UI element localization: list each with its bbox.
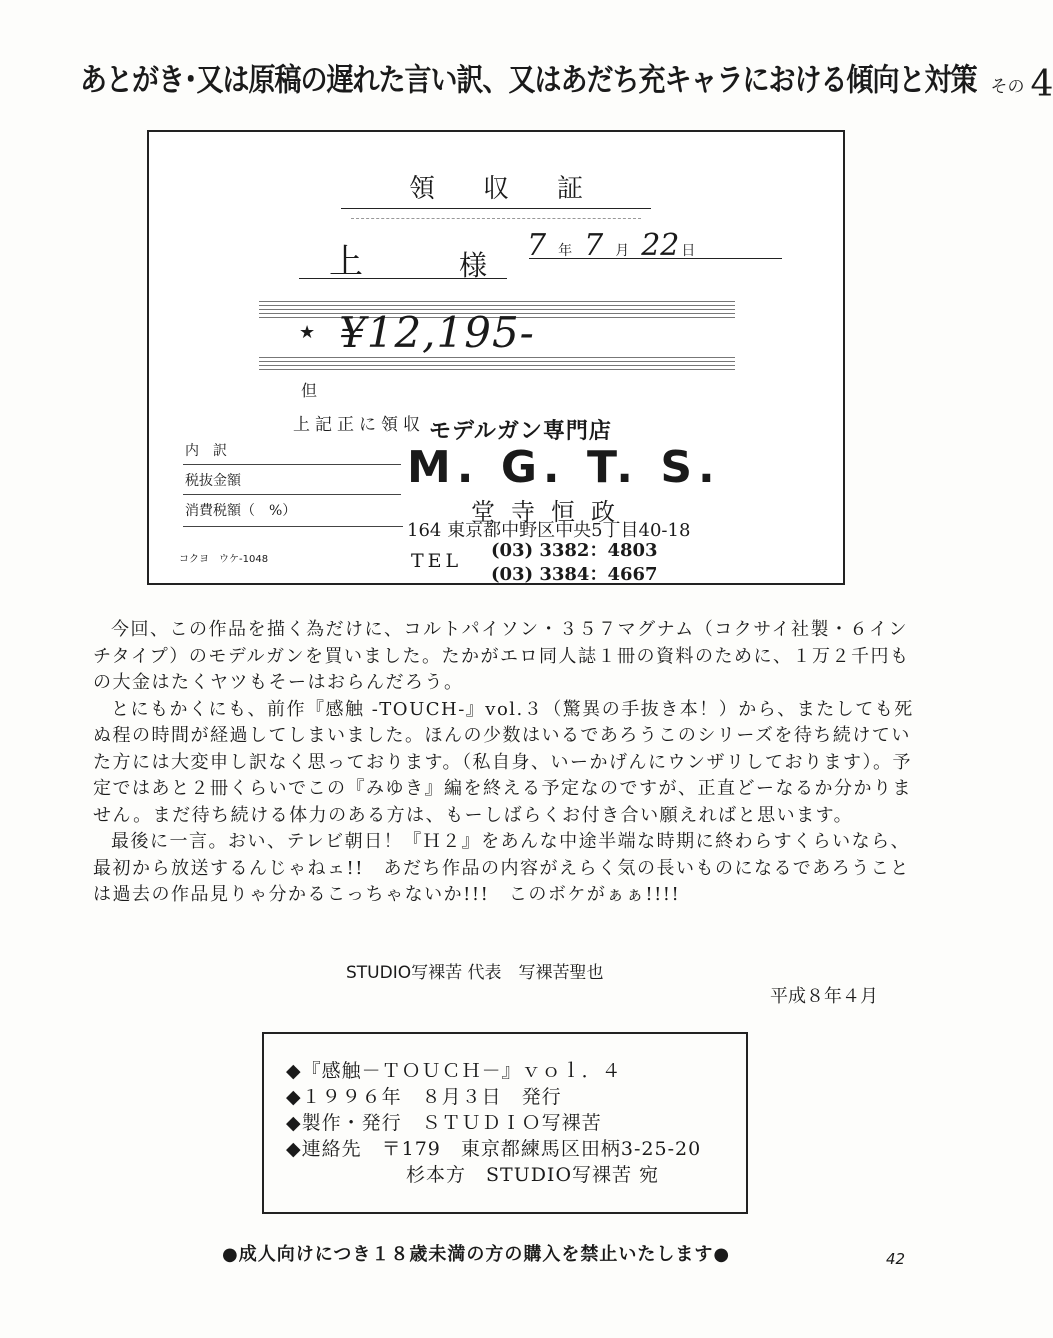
afterword-body: [93, 617, 927, 909]
receipt-addressee: 上: [329, 242, 363, 282]
colophon-line: ◆製作・発行 ＳＴＵＤＩＯ写裸苦: [286, 1112, 602, 1134]
title-number: 4: [1030, 64, 1053, 105]
divider: [183, 494, 401, 495]
receipt-heading: 領収証: [408, 174, 631, 204]
consumption-tax-label: 消費税額（ %）: [185, 503, 297, 519]
star-icon: ★: [299, 322, 316, 343]
receipt-date-month: 7: [584, 228, 604, 263]
receipt-date-year-label: 年: [558, 243, 573, 259]
divider: [183, 464, 401, 465]
age-warning: ●成人向けにつき１８歳未満の方の購入を禁止いたします●: [222, 1244, 731, 1265]
receipt-phone-1: (03) 3382：4803: [491, 540, 658, 561]
divider: [341, 208, 651, 209]
colophon: [262, 1032, 748, 1214]
receipt: [147, 130, 845, 585]
colophon-line: ◆連絡先 〒179 東京都練馬区田柄3-25-20: [286, 1138, 702, 1160]
receipt-date-month-label: 月: [615, 243, 630, 259]
signature: STUDIO写裸苦 代表 写裸苦聖也: [346, 963, 604, 983]
divider: [351, 218, 641, 219]
receipt-address: 164 東京都中野区中央5丁目40-18: [407, 520, 691, 541]
colophon-line: ◆１９９６年 ８月３日 発行: [286, 1086, 562, 1108]
receipt-amount: ¥12,195-: [339, 308, 535, 357]
tax-excluded-label: 税抜金額: [185, 473, 241, 489]
receipt-statement: 上記正に領収: [293, 415, 425, 435]
title-sub: その: [990, 77, 1025, 97]
receipt-date-day-label: 日: [681, 243, 696, 259]
divider: [529, 258, 782, 259]
page-number: 42: [886, 1250, 906, 1268]
colophon-line: 杉本方 STUDIO写裸苦 宛: [286, 1164, 660, 1186]
receipt-tel-label: TEL: [411, 550, 463, 572]
divider: [183, 526, 403, 527]
receipt-company: M. G. T. S.: [407, 442, 721, 493]
body-paragraph: 今回、この作品を描く為だけに、コルトパイソン・３５７マグナム（コクサイ社製・６インチタイプ）のモデルガンを買いました。たかがエロ同人誌１冊の資料のために、１万２千円もの大金はたくヤツもそーはおらんだろう。: [93, 619, 910, 693]
receipt-owner: 堂寺恒政: [471, 498, 631, 526]
receipt-date-year: 7: [527, 228, 547, 263]
body-paragraph: 最後に一言。おい、テレビ朝日！『Ｈ２』をあんな中途半端な時期に終わらすくらいなら、最初から放送するんじゃねェ!! あだち作品の内容がえらく気の長いものになるであろうことは過去の作品見りゃ分かるこっちゃないか!!! このボケがぁぁ!!!!: [93, 831, 911, 905]
colophon-line: ◆『感触－ＴＯＵＣＨ－』ｖｏｌ．４: [286, 1060, 622, 1082]
body-paragraph: とにもかくにも、前作『感触 -TOUCH-』vol.３（驚異の手抜き本！）から、またしても死ぬ程の時間が経過してしまいました。ほんの少数はいるであろうこのシリーズを待ち続けていた方には大変申し訳なく思っております。（私自身、いーかげんにウンザリしております）。予定ではあと２冊くらいでこの『みゆき』編を終える予定なのですが、正直どーなるか分かりません。まだ待ち続ける体力のある方は、もーしばらくお付き合い願えればと思います。: [93, 698, 914, 826]
receipt-phone-2: (03) 3384：4667: [491, 564, 658, 585]
receipt-honorific: 様: [459, 249, 488, 282]
written-date: 平成８年４月: [770, 986, 878, 1007]
title-main: あとがき･又は原稿の遅れた言い訳、又はあだち充キャラにおける傾向と対策: [80, 63, 977, 99]
receipt-form-code: コクヨ ウケ-1048: [179, 554, 269, 565]
divider: [299, 278, 507, 279]
page-title: [80, 58, 1053, 108]
receipt-shop-type: モデルガン専門店: [429, 419, 612, 444]
receipt-tada-label: 但: [301, 381, 318, 400]
receipt-date-day: 22: [641, 228, 680, 263]
breakdown-label: 内 訳: [185, 443, 227, 459]
